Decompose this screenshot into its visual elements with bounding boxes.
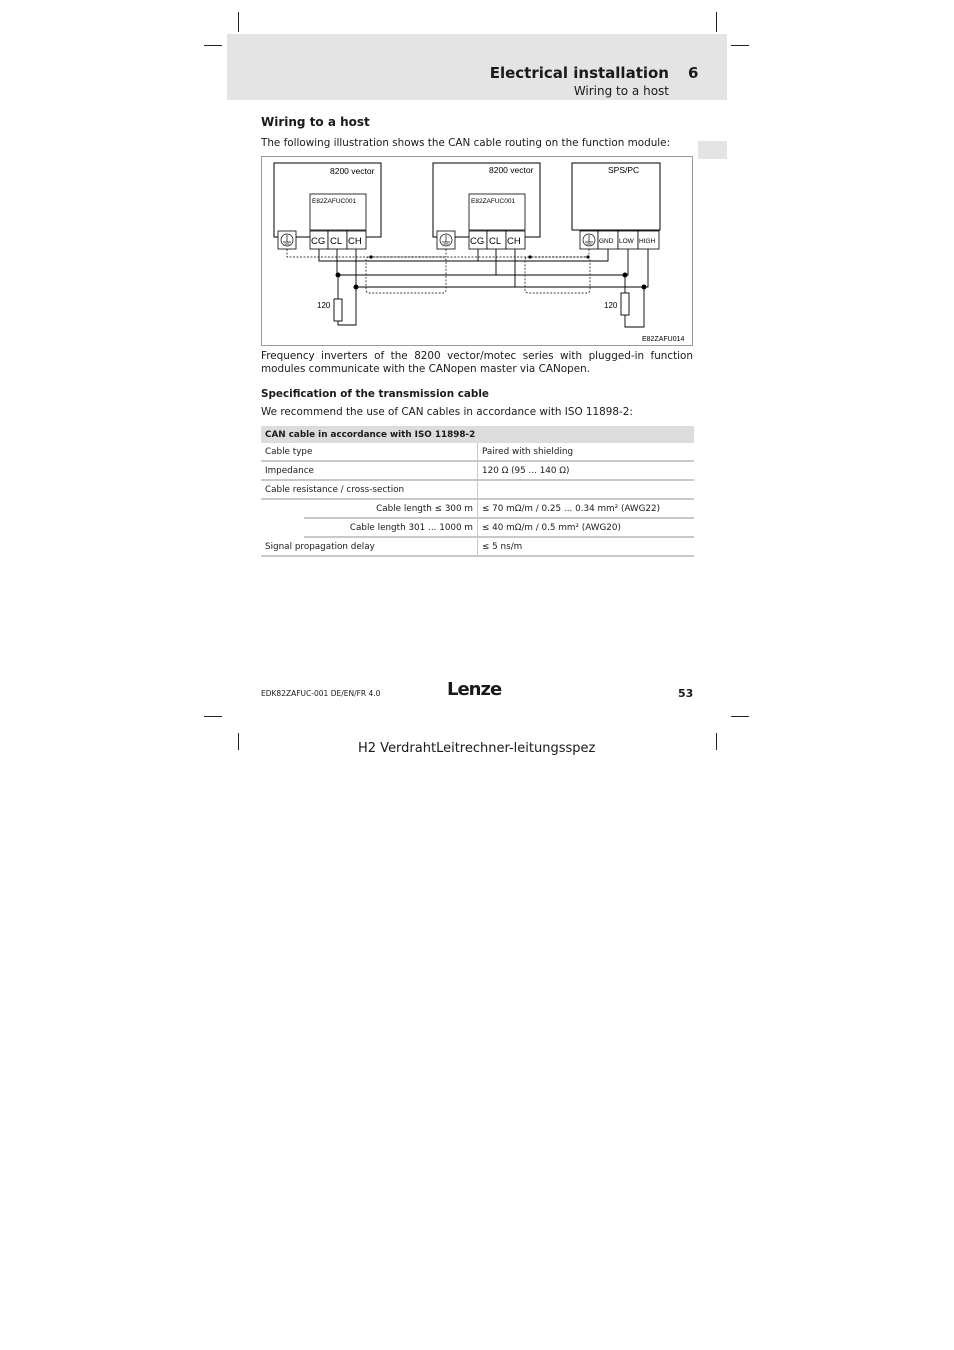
table-row — [261, 537, 694, 556]
resistor-right — [621, 293, 629, 315]
crop-mark — [204, 716, 222, 717]
terminal-cl: CL — [330, 236, 343, 247]
device2-label: 8200 vector — [489, 165, 534, 175]
row-value: ≤ 5 ns/m — [478, 537, 695, 556]
crop-mark — [731, 45, 749, 46]
device1-module: E82ZAFUC001 — [312, 198, 357, 205]
row-value: 120 Ω (95 ... 140 Ω) — [478, 461, 695, 480]
crop-mark — [238, 12, 239, 32]
terminal-ch: CH — [507, 236, 521, 247]
figure-id: E82ZAFU014 — [642, 336, 685, 343]
crop-mark — [716, 733, 717, 750]
chapter-title: Electrical installation — [489, 64, 669, 82]
resistor-left-label: 120 — [317, 301, 331, 310]
table-row — [261, 518, 694, 537]
lenze-logo: Lenze — [447, 679, 502, 700]
row-value — [478, 480, 695, 499]
resistor-right-label: 120 — [604, 301, 618, 310]
device2-module: E82ZAFUC001 — [471, 198, 516, 205]
chapter-subtitle: Wiring to a host — [573, 84, 669, 98]
spec-title: Specification of the transmission cable — [261, 388, 489, 400]
row-label: Cable length 301 ... 1000 m — [304, 518, 478, 537]
section-intro: The following illustration shows the CAN cable routing on the function module: — [261, 137, 671, 149]
row-value: Paired with shielding — [478, 443, 695, 461]
row-label: Cable resistance / cross-section — [261, 480, 478, 499]
page-number: 53 — [678, 687, 694, 700]
resistor-left — [334, 299, 342, 321]
row-label: Signal propagation delay — [261, 537, 478, 556]
crop-mark — [731, 716, 749, 717]
terminal-high: HIGH — [639, 238, 656, 245]
table-row — [261, 443, 694, 461]
terminal-gnd: GND — [599, 238, 614, 245]
table-header: CAN cable in accordance with ISO 11898-2 — [261, 426, 694, 443]
table-row — [261, 480, 694, 499]
terminal-low: LOW — [619, 238, 634, 245]
terminal-cg: CG — [311, 236, 326, 247]
terminal-cg: CG — [470, 236, 485, 247]
row-value: ≤ 40 mΩ/m / 0.5 mm² (AWG20) — [478, 518, 695, 537]
spec-table — [261, 426, 694, 557]
table-row — [261, 461, 694, 480]
spec-intro: We recommend the use of CAN cables in accordance with ISO 11898-2: — [261, 406, 633, 418]
table-row — [261, 499, 694, 518]
body-paragraph: Frequency inverters of the 8200 vector/motec series with plugged-in function modules communicate with the CANopen master via CANopen. — [261, 350, 693, 375]
crop-mark — [204, 45, 222, 46]
document-id: EDK82ZAFUC-001 DE/EN/FR 4.0 — [261, 689, 381, 698]
row-label: Impedance — [261, 461, 478, 480]
table-header-row — [261, 426, 694, 443]
crop-mark — [716, 12, 717, 32]
terminal-ch: CH — [348, 236, 362, 247]
section-title: Wiring to a host — [261, 115, 370, 129]
terminal-cl: CL — [489, 236, 502, 247]
row-label: Cable length ≤ 300 m — [304, 499, 478, 518]
row-label: Cable type — [261, 443, 478, 461]
chapter-tab — [698, 141, 727, 159]
crop-mark — [238, 733, 239, 750]
row-value: ≤ 70 mΩ/m / 0.25 ... 0.34 mm² (AWG22) — [478, 499, 695, 518]
chapter-number: 6 — [688, 64, 699, 82]
page-caption: H2 VerdrahtLeitrechner-leitungsspez — [358, 741, 596, 756]
wiring-diagram — [261, 156, 693, 346]
device3-label: SPS/PC — [608, 165, 640, 175]
device1-label: 8200 vector — [330, 166, 375, 176]
